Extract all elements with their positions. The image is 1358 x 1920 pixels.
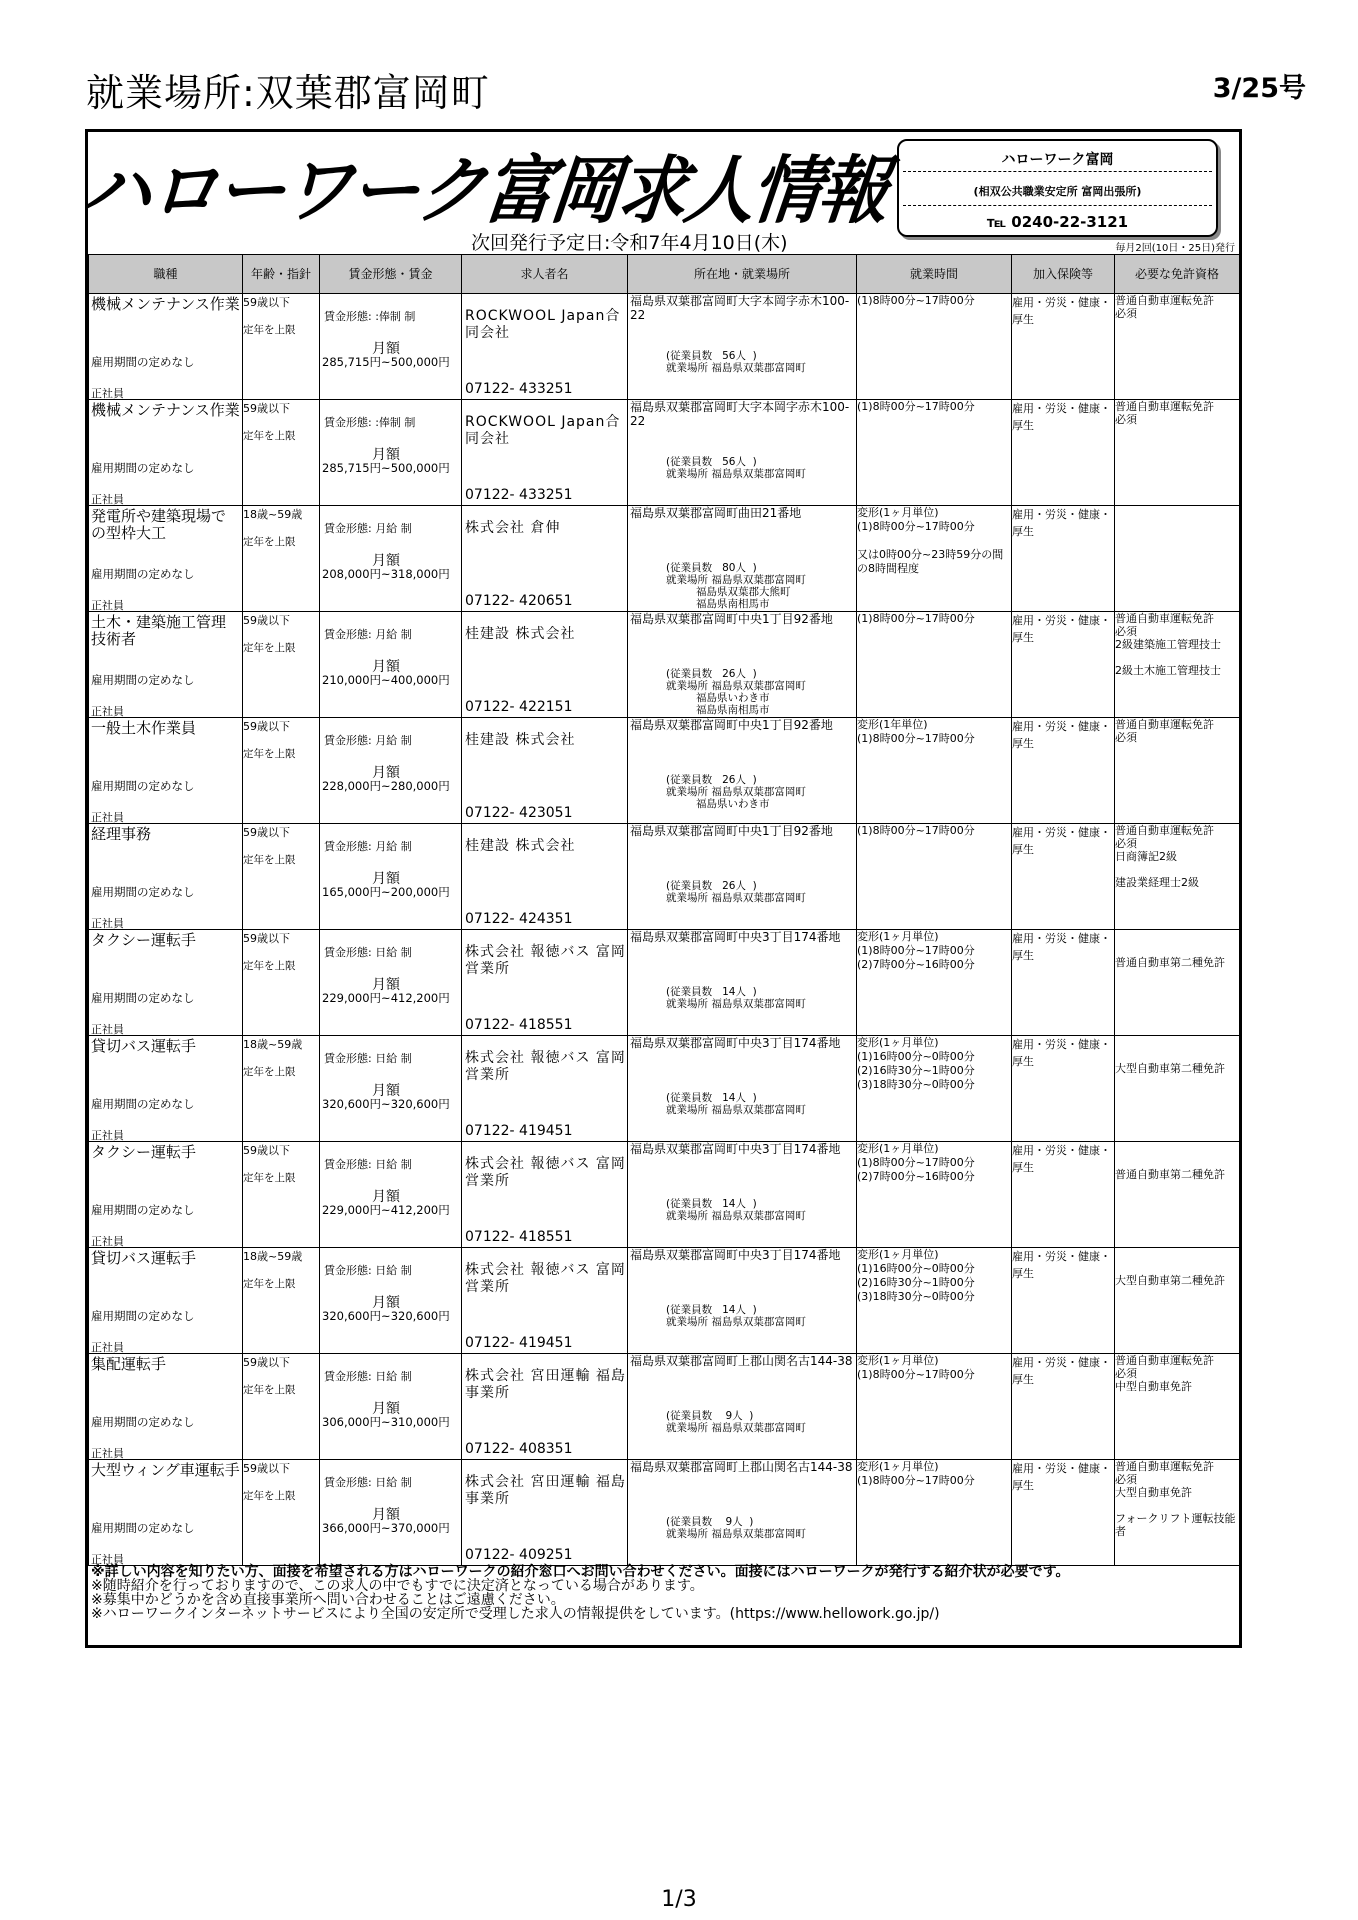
employer-name: ROCKWOOL Japan合同会社 — [465, 308, 621, 341]
age-note: 定年を上限 — [243, 324, 296, 336]
insurance-cell: 雇用・労災・健康・厚生 — [1012, 612, 1115, 718]
wage-type: 賃金形態: 日給 制 — [324, 1052, 412, 1065]
insurance-cell: 雇用・労災・健康・厚生 — [1012, 824, 1115, 930]
job-table — [88, 254, 1240, 1566]
job-title: 一般土木作業員 — [91, 719, 197, 737]
address: 福島県双葉郡富岡町上郡山関名古144-38 — [630, 1354, 853, 1368]
wage-cell — [320, 1354, 462, 1460]
workplace: (従業員数 80人 ) 就業場所 福島県双葉郡富岡町 福島県双葉郡大熊町 福島県南相馬市 — [666, 562, 806, 610]
wage-cell — [320, 1142, 462, 1248]
employment-type: 正社員 — [91, 387, 124, 400]
wage-type: 賃金形態: :俸制 制 — [324, 310, 416, 323]
age-note: 定年を上限 — [243, 748, 296, 760]
note-line: ※ハローワークインターネットサービスにより全国の安定所で受理した求人の情報提供をしています。(https://www.hellowork.go.jp/) — [91, 1606, 940, 1622]
table-header — [89, 255, 1240, 294]
wage-range: 306,000円~310,000円 — [322, 1415, 450, 1429]
job-cell — [89, 718, 243, 824]
job-cell — [89, 294, 243, 400]
job-row — [89, 824, 1240, 930]
note-line: ※募集中かどうかを含め直接事業所へ問い合わせることはご遠慮ください。 — [91, 1592, 565, 1608]
job-row — [89, 400, 1240, 506]
address: 福島県双葉郡富岡町中央3丁目174番地 — [630, 1036, 841, 1050]
employment-period: 雇用期間の定めなし — [91, 1415, 195, 1429]
employer-name: 桂建設 株式会社 — [465, 732, 576, 748]
wage-type: 賃金形態: 月給 制 — [324, 734, 412, 747]
age-note: 定年を上限 — [243, 960, 296, 972]
col-employer: 求人者名 — [462, 255, 628, 294]
job-code: 07122- 409251 — [465, 1547, 573, 1563]
employment-period: 雇用期間の定めなし — [91, 1097, 195, 1111]
wage-type: 賃金形態: 月給 制 — [324, 840, 412, 853]
hours-cell: (1)8時00分~17時00分 — [857, 400, 1012, 506]
age-note: 定年を上限 — [243, 430, 296, 442]
job-code: 07122- 423051 — [465, 805, 573, 821]
job-code: 07122- 420651 — [465, 593, 573, 609]
age-note: 定年を上限 — [243, 1490, 296, 1502]
job-code: 07122- 422151 — [465, 699, 573, 715]
age-cell — [243, 1142, 320, 1248]
job-code: 07122- 419451 — [465, 1123, 573, 1139]
employer-cell — [462, 1248, 628, 1354]
job-title: 機械メンテナンス作業 — [91, 295, 240, 313]
wage-range: 320,600円~320,600円 — [322, 1097, 450, 1111]
employer-cell — [462, 400, 628, 506]
job-title: 発電所や建築現場での型枠大工 — [91, 507, 227, 542]
col-job: 職種 — [89, 255, 243, 294]
col-hours: 就業時間 — [857, 255, 1012, 294]
location-cell — [628, 400, 857, 506]
address: 福島県双葉郡富岡町中央3丁目174番地 — [630, 1142, 841, 1156]
employer-name: 桂建設 株式会社 — [465, 626, 576, 642]
insurance-cell: 雇用・労災・健康・厚生 — [1012, 1248, 1115, 1354]
address: 福島県双葉郡富岡町中央1丁目92番地 — [630, 612, 833, 626]
page-title: ハローワーク富岡求人情報 — [77, 147, 891, 234]
job-cell — [89, 400, 243, 506]
license-cell: 大型自動車第二種免許 — [1115, 1036, 1240, 1142]
insurance-cell: 雇用・労災・健康・厚生 — [1012, 506, 1115, 612]
workplace: (従業員数 14人 ) 就業場所 福島県双葉郡富岡町 — [666, 1304, 806, 1328]
wage-cell — [320, 612, 462, 718]
address: 福島県双葉郡富岡町中央3丁目174番地 — [630, 930, 841, 944]
issue-frequency: 毎月2回(10日・25日)発行 — [1115, 243, 1235, 254]
employer-cell — [462, 294, 628, 400]
hours-cell: 変形(1ヶ月単位) (1)8時00分~17時00分 (2)7時00分~16時00分 — [857, 1142, 1012, 1248]
age-cell — [243, 400, 320, 506]
location-cell — [628, 1354, 857, 1460]
wage-range: 228,000円~280,000円 — [322, 779, 450, 793]
insurance-cell: 雇用・労災・健康・厚生 — [1012, 1354, 1115, 1460]
wage-cell — [320, 1036, 462, 1142]
age-note: 定年を上限 — [243, 854, 296, 866]
hours-cell: 変形(1ヶ月単位) (1)8時00分~17時00分 — [857, 1460, 1012, 1566]
location-cell — [628, 1460, 857, 1566]
license-cell: 普通自動車運転免許 必須 日商簿記2級 建設業経理士2級 — [1115, 824, 1240, 930]
employer-cell — [462, 612, 628, 718]
employer-name: 桂建設 株式会社 — [465, 838, 576, 854]
license-cell: 普通自動車運転免許 必須 中型自動車免許 — [1115, 1354, 1240, 1460]
insurance-cell: 雇用・労災・健康・厚生 — [1012, 1142, 1115, 1248]
job-code: 07122- 419451 — [465, 1335, 573, 1351]
location-cell — [628, 1036, 857, 1142]
wage-range: 285,715円~500,000円 — [322, 355, 450, 369]
wage-unit: 月額 — [372, 553, 400, 569]
issue-number: 3/25号 — [1212, 73, 1306, 104]
wage-range: 285,715円~500,000円 — [322, 461, 450, 475]
employer-cell — [462, 1460, 628, 1566]
wage-range: 165,000円~200,000円 — [322, 885, 450, 899]
location-cell — [628, 824, 857, 930]
job-row — [89, 612, 1240, 718]
office-subtitle: (相双公共職業安定所 富岡出張所) — [973, 185, 1142, 198]
workplace: (従業員数 14人 ) 就業場所 福島県双葉郡富岡町 — [666, 1092, 806, 1116]
job-code: 07122- 418551 — [465, 1229, 573, 1245]
job-listing-frame — [77, 129, 1242, 1648]
job-row — [89, 1354, 1240, 1460]
wage-cell — [320, 1248, 462, 1354]
employment-type: 正社員 — [91, 493, 124, 506]
employer-name: 株式会社 宮田運輸 福島事業所 — [465, 1368, 626, 1401]
next-issue-date: 次回発行予定日:令和7年4月10日(木) — [471, 232, 788, 254]
workplace: (従業員数 56人 ) 就業場所 福島県双葉郡富岡町 — [666, 350, 806, 374]
address: 福島県双葉郡富岡町大字本岡字赤木100-22 — [630, 294, 850, 322]
wage-unit: 月額 — [372, 1083, 400, 1099]
col-age: 年齢・指針 — [243, 255, 320, 294]
col-insurance: 加入保険等 — [1012, 255, 1115, 294]
wage-type: 賃金形態: 日給 制 — [324, 946, 412, 959]
address: 福島県双葉郡富岡町中央1丁目92番地 — [630, 824, 833, 838]
wage-unit: 月額 — [372, 765, 400, 781]
age-limit: 59歳以下 — [243, 296, 290, 309]
employment-period: 雇用期間の定めなし — [91, 779, 195, 793]
job-code: 07122- 424351 — [465, 911, 573, 927]
job-title: 貸切バス運転手 — [91, 1037, 197, 1055]
age-cell — [243, 612, 320, 718]
age-cell — [243, 1354, 320, 1460]
office-info-box — [897, 139, 1218, 237]
col-wage: 賃金形態・賃金 — [320, 255, 462, 294]
job-cell — [89, 1460, 243, 1566]
note-line: ※詳しい内容を知りたい方、面接を希望される方はハローワークの紹介窓口へお問い合わせください。面接にはハローワークが発行する紹介状が必要です。 — [91, 1564, 1070, 1580]
hours-cell: 変形(1年単位) (1)8時00分~17時00分 — [857, 718, 1012, 824]
address: 福島県双葉郡富岡町中央1丁目92番地 — [630, 718, 833, 732]
wage-type: 賃金形態: 日給 制 — [324, 1476, 412, 1489]
job-title: 土木・建築施工管理技術者 — [91, 613, 227, 648]
job-row — [89, 930, 1240, 1036]
insurance-cell: 雇用・労災・健康・厚生 — [1012, 400, 1115, 506]
insurance-cell: 雇用・労災・健康・厚生 — [1012, 294, 1115, 400]
employment-type: 正社員 — [91, 811, 124, 824]
hours-cell: (1)8時00分~17時00分 — [857, 824, 1012, 930]
age-note: 定年を上限 — [243, 1172, 296, 1184]
location-cell — [628, 294, 857, 400]
wage-unit: 月額 — [372, 977, 400, 993]
wage-unit: 月額 — [372, 1295, 400, 1311]
job-row — [89, 1036, 1240, 1142]
employment-period: 雇用期間の定めなし — [91, 673, 195, 687]
employment-type: 正社員 — [91, 917, 124, 930]
job-row — [89, 294, 1240, 400]
employer-cell — [462, 930, 628, 1036]
age-note: 定年を上限 — [243, 536, 296, 548]
workplace: (従業員数 9人 ) 就業場所 福島県双葉郡富岡町 — [666, 1410, 806, 1434]
age-note: 定年を上限 — [243, 1066, 296, 1078]
license-cell: 普通自動車第二種免許 — [1115, 1142, 1240, 1248]
wage-cell — [320, 718, 462, 824]
employment-period: 雇用期間の定めなし — [91, 461, 195, 475]
notes — [91, 1565, 1070, 1621]
job-title: 機械メンテナンス作業 — [91, 401, 240, 419]
hours-cell: 変形(1ヶ月単位) (1)8時00分~17時00分 (2)7時00分~16時00分 — [857, 930, 1012, 1036]
employment-period: 雇用期間の定めなし — [91, 1309, 195, 1323]
age-cell — [243, 506, 320, 612]
age-note: 定年を上限 — [243, 642, 296, 654]
wage-type: 賃金形態: 日給 制 — [324, 1370, 412, 1383]
age-note: 定年を上限 — [243, 1278, 296, 1290]
wage-unit: 月額 — [372, 871, 400, 887]
employer-name: 株式会社 報徳バス 富岡営業所 — [465, 944, 626, 977]
wage-range: 229,000円~412,200円 — [322, 991, 450, 1005]
license-cell: 普通自動車運転免許 必須 — [1115, 294, 1240, 400]
license-cell: 普通自動車運転免許 必須 — [1115, 718, 1240, 824]
workplace: (従業員数 9人 ) 就業場所 福島県双葉郡富岡町 — [666, 1516, 806, 1540]
location-cell — [628, 612, 857, 718]
job-title: 集配運転手 — [91, 1355, 167, 1373]
insurance-cell: 雇用・労災・健康・厚生 — [1012, 718, 1115, 824]
employment-type: 正社員 — [91, 1235, 124, 1248]
hours-cell: (1)8時00分~17時00分 — [857, 612, 1012, 718]
wage-unit: 月額 — [372, 659, 400, 675]
employer-name: 株式会社 宮田運輸 福島事業所 — [465, 1474, 626, 1507]
location-cell — [628, 718, 857, 824]
age-limit: 59歳以下 — [243, 1356, 290, 1369]
address: 福島県双葉郡富岡町中央3丁目174番地 — [630, 1248, 841, 1262]
job-cell — [89, 1036, 243, 1142]
job-title: タクシー運転手 — [91, 931, 197, 949]
employment-type: 正社員 — [91, 1447, 124, 1460]
employment-type: 正社員 — [91, 599, 124, 612]
wage-range: 366,000円~370,000円 — [322, 1521, 450, 1535]
insurance-cell: 雇用・労災・健康・厚生 — [1012, 1036, 1115, 1142]
hours-cell: 変形(1ヶ月単位) (1)16時00分~0時00分 (2)16時30分~1時00分 (3)18時30分~0時00分 — [857, 1248, 1012, 1354]
employment-type: 正社員 — [91, 1129, 124, 1142]
wage-type: 賃金形態: 月給 制 — [324, 522, 412, 535]
address: 福島県双葉郡富岡町大字本岡字赤木100-22 — [630, 400, 850, 428]
wage-type: 賃金形態: 日給 制 — [324, 1158, 412, 1171]
hours-cell: 変形(1ヶ月単位) (1)16時00分~0時00分 (2)16時30分~1時00分 (3)18時30分~0時00分 — [857, 1036, 1012, 1142]
page-number: 1/3 — [661, 1887, 697, 1912]
workplace: (従業員数 14人 ) 就業場所 福島県双葉郡富岡町 — [666, 1198, 806, 1222]
wage-cell — [320, 1460, 462, 1566]
age-cell — [243, 930, 320, 1036]
hours-cell: 変形(1ヶ月単位) (1)8時00分~17時00分 — [857, 1354, 1012, 1460]
employer-cell — [462, 1142, 628, 1248]
wage-type: 賃金形態: 月給 制 — [324, 628, 412, 641]
employment-type: 正社員 — [91, 705, 124, 718]
location-cell — [628, 930, 857, 1036]
wage-cell — [320, 824, 462, 930]
job-title: 経理事務 — [91, 825, 152, 843]
employment-period: 雇用期間の定めなし — [91, 567, 195, 581]
employment-period: 雇用期間の定めなし — [91, 1521, 195, 1535]
job-row — [89, 1248, 1240, 1354]
location-cell — [628, 1142, 857, 1248]
hours-cell: (1)8時00分~17時00分 — [857, 294, 1012, 400]
col-license: 必要な免許資格 — [1115, 255, 1240, 294]
office-name: ハローワーク富岡 — [1001, 152, 1114, 168]
employment-type: 正社員 — [91, 1023, 124, 1036]
job-row — [89, 1460, 1240, 1566]
workplace: (従業員数 26人 ) 就業場所 福島県双葉郡富岡町 福島県いわき市 — [666, 774, 806, 810]
employer-name: 株式会社 倉伸 — [465, 520, 561, 536]
age-limit: 59歳以下 — [243, 1144, 290, 1157]
employer-cell — [462, 824, 628, 930]
employer-name: 株式会社 報徳バス 富岡営業所 — [465, 1050, 626, 1083]
age-cell — [243, 1248, 320, 1354]
job-cell — [89, 612, 243, 718]
license-cell: 大型自動車第二種免許 — [1115, 1248, 1240, 1354]
license-cell: 普通自動車第二種免許 — [1115, 930, 1240, 1036]
wage-type: 賃金形態: :俸制 制 — [324, 416, 416, 429]
employment-period: 雇用期間の定めなし — [91, 355, 195, 369]
hours-cell: 変形(1ヶ月単位) (1)8時00分~17時00分 又は0時00分~23時59分の間の8時間程度 — [857, 506, 1012, 612]
employer-name: ROCKWOOL Japan合同会社 — [465, 414, 621, 447]
job-row — [89, 506, 1240, 612]
job-code: 07122- 408351 — [465, 1441, 573, 1457]
employer-cell — [462, 506, 628, 612]
job-code: 07122- 433251 — [465, 381, 573, 397]
employer-cell — [462, 1354, 628, 1460]
location-cell — [628, 506, 857, 612]
age-limit: 18歳~59歳 — [243, 508, 303, 521]
age-limit: 18歳~59歳 — [243, 1250, 303, 1263]
wage-unit: 月額 — [372, 1507, 400, 1523]
license-cell: 普通自動車運転免許 必須 — [1115, 400, 1240, 506]
wage-unit: 月額 — [372, 1401, 400, 1417]
age-limit: 59歳以下 — [243, 720, 290, 733]
workplace: (従業員数 14人 ) 就業場所 福島県双葉郡富岡町 — [666, 986, 806, 1010]
workplace: (従業員数 56人 ) 就業場所 福島県双葉郡富岡町 — [666, 456, 806, 480]
job-code: 07122- 433251 — [465, 487, 573, 503]
employer-cell — [462, 718, 628, 824]
job-cell — [89, 506, 243, 612]
age-cell — [243, 718, 320, 824]
address: 福島県双葉郡富岡町上郡山関名古144-38 — [630, 1460, 853, 1474]
employer-name: 株式会社 報徳バス 富岡営業所 — [465, 1262, 626, 1295]
job-cell — [89, 1354, 243, 1460]
age-limit: 59歳以下 — [243, 826, 290, 839]
job-cell — [89, 930, 243, 1036]
wage-unit: 月額 — [372, 1189, 400, 1205]
employment-period: 雇用期間の定めなし — [91, 991, 195, 1005]
workplace: (従業員数 26人 ) 就業場所 福島県双葉郡富岡町 — [666, 880, 806, 904]
employer-name: 株式会社 報徳バス 富岡営業所 — [465, 1156, 626, 1189]
insurance-cell: 雇用・労災・健康・厚生 — [1012, 1460, 1115, 1566]
employer-cell — [462, 1036, 628, 1142]
job-title: タクシー運転手 — [91, 1143, 197, 1161]
job-cell — [89, 1248, 243, 1354]
insurance-cell: 雇用・労災・健康・厚生 — [1012, 930, 1115, 1036]
wage-type: 賃金形態: 日給 制 — [324, 1264, 412, 1277]
employment-period: 雇用期間の定めなし — [91, 885, 195, 899]
age-note: 定年を上限 — [243, 1384, 296, 1396]
age-limit: 18歳~59歳 — [243, 1038, 303, 1051]
wage-range: 320,600円~320,600円 — [322, 1309, 450, 1323]
wage-range: 210,000円~400,000円 — [322, 673, 450, 687]
job-cell — [89, 1142, 243, 1248]
wage-range: 229,000円~412,200円 — [322, 1203, 450, 1217]
license-cell: 普通自動車運転免許 必須 大型自動車免許 フォークリフト運転技能者 — [1115, 1460, 1240, 1566]
age-limit: 59歳以下 — [243, 932, 290, 945]
job-title: 大型ウィング車運転手 — [91, 1461, 240, 1479]
wage-cell — [320, 506, 462, 612]
age-limit: 59歳以下 — [243, 402, 290, 415]
wage-unit: 月額 — [372, 447, 400, 463]
job-title: 貸切バス運転手 — [91, 1249, 197, 1267]
age-limit: 59歳以下 — [243, 1462, 290, 1475]
wage-unit: 月額 — [372, 341, 400, 357]
employment-period: 雇用期間の定めなし — [91, 1203, 195, 1217]
note-line: ※随時紹介を行っておりますので、この求人の中でもすでに決定済となっている場合があります。 — [91, 1578, 704, 1594]
address: 福島県双葉郡富岡町曲田21番地 — [630, 506, 802, 520]
workplace: (従業員数 26人 ) 就業場所 福島県双葉郡富岡町 福島県いわき市 福島県南相馬市 — [666, 668, 806, 716]
wage-cell — [320, 294, 462, 400]
employment-type: 正社員 — [91, 1553, 124, 1566]
wage-range: 208,000円~318,000円 — [322, 567, 450, 581]
license-cell — [1115, 506, 1240, 612]
employment-type: 正社員 — [91, 1341, 124, 1354]
age-cell — [243, 1036, 320, 1142]
wage-cell — [320, 930, 462, 1036]
job-row — [89, 718, 1240, 824]
job-row — [89, 1142, 1240, 1248]
location-heading: 就業場所:双葉郡富岡町 — [86, 71, 490, 115]
job-code: 07122- 418551 — [465, 1017, 573, 1033]
age-limit: 59歳以下 — [243, 614, 290, 627]
wage-cell — [320, 400, 462, 506]
location-cell — [628, 1248, 857, 1354]
office-phone: ℡ 0240-22-3121 — [986, 213, 1129, 231]
age-cell — [243, 294, 320, 400]
age-cell — [243, 824, 320, 930]
age-cell — [243, 1460, 320, 1566]
job-cell — [89, 824, 243, 930]
license-cell: 普通自動車運転免許 必須 2級建築施工管理技士 2級土木施工管理技士 — [1115, 612, 1240, 718]
col-location: 所在地・就業場所 — [628, 255, 857, 294]
